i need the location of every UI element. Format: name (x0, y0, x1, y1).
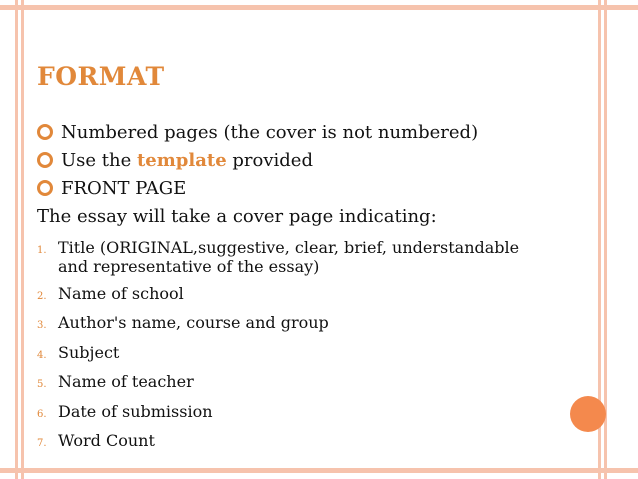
list-item (37, 431, 548, 453)
list-text: Author's name, course and group (58, 313, 329, 332)
decorative-circle (570, 396, 606, 432)
list-number: 5. (37, 379, 47, 390)
list-number: 3. (37, 320, 47, 331)
list-number: 2. (37, 290, 47, 302)
list-text: Name of school (58, 283, 184, 303)
ring-bullet-icon (37, 152, 53, 168)
list-number: 7. (37, 438, 47, 449)
list-number: 4. (37, 349, 47, 361)
slide-title: FORMAT (37, 62, 165, 91)
list-text: Title (ORIGINAL,suggestive, clear, brief, understandable and representative of the essay) (58, 238, 520, 276)
bullet-item (37, 118, 478, 146)
ring-bullet-icon (37, 124, 53, 140)
list-item (37, 238, 548, 276)
list-text: Name of teacher (58, 372, 194, 391)
bullet-text-post: provided (226, 149, 313, 171)
list-item (37, 313, 548, 335)
cover-items-list (37, 238, 548, 461)
bullet-item (37, 174, 478, 202)
frame-band-top (0, 5, 638, 10)
list-text: Word Count (58, 431, 155, 450)
bullet-list (37, 118, 478, 202)
list-number: 6. (37, 408, 47, 420)
frame-line-left-outer (15, 0, 18, 479)
frame-line-left-inner (21, 0, 24, 479)
template-highlight: template (136, 149, 227, 171)
bullet-item (37, 146, 478, 174)
bullet-text: Numbered pages (the cover is not numbered) (61, 121, 479, 143)
list-item (37, 343, 548, 365)
bullet-text: FRONT PAGE (61, 177, 187, 199)
list-number: 1. (37, 245, 47, 256)
ring-bullet-icon (37, 180, 53, 196)
list-text: Subject (58, 342, 120, 362)
frame-band-bottom (0, 468, 638, 473)
list-item (37, 284, 548, 306)
list-text: Date of submission (58, 401, 213, 421)
list-item (37, 402, 548, 424)
list-item (37, 372, 548, 394)
bullet-text-pre: Use the (61, 149, 137, 171)
lead-text: The essay will take a cover page indicating: (37, 206, 437, 227)
